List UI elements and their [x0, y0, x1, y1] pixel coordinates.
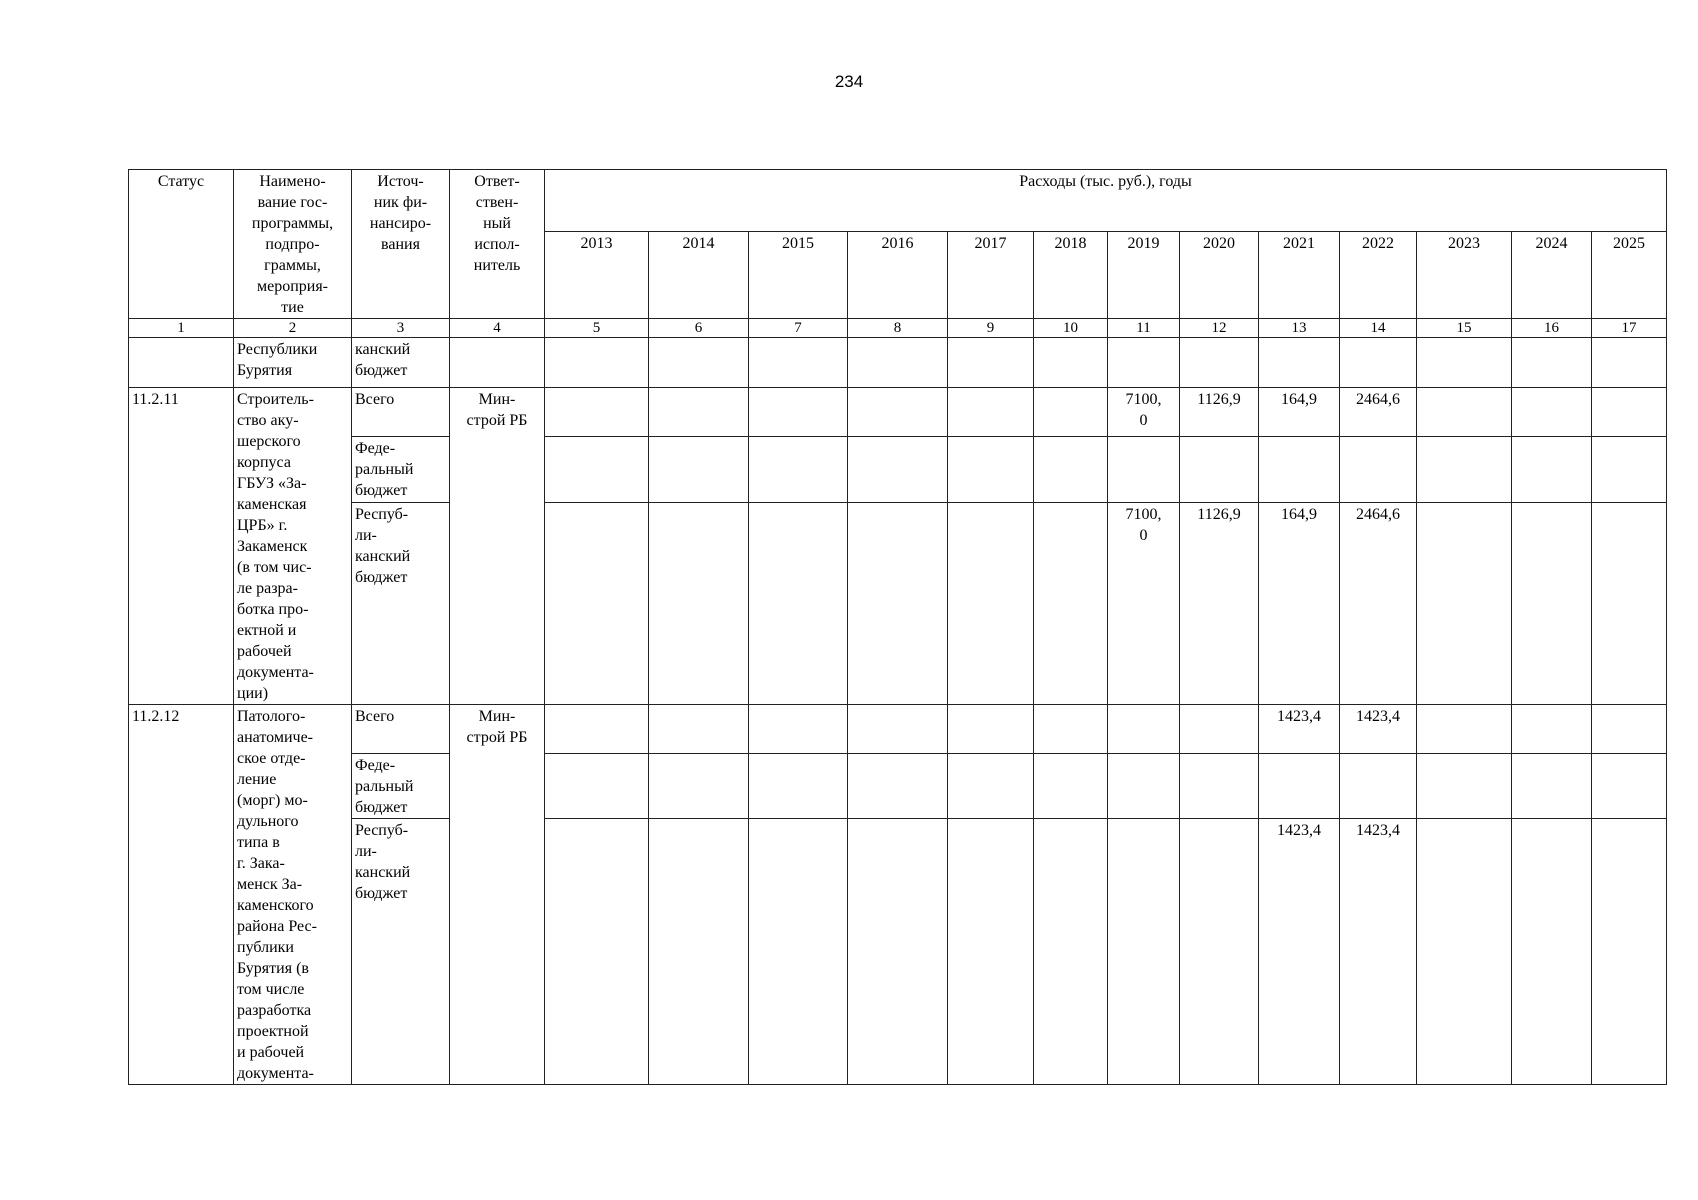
expense-value-cell — [1417, 754, 1512, 819]
expense-value-cell — [1259, 705, 1340, 754]
expense-value-cell — [848, 502, 948, 704]
year-header — [1417, 232, 1512, 319]
expense-value-cell — [1592, 754, 1667, 819]
column-number-text: 2 — [288, 320, 297, 336]
expense-value: 164,9 — [1281, 505, 1317, 523]
funding-source: Респуб- ли- канский бюджет — [355, 505, 411, 586]
expense-value-cell — [1512, 754, 1592, 819]
column-number-text: 7 — [794, 320, 802, 336]
year-label: 2018 — [1054, 235, 1087, 252]
expense-value-cell — [1034, 705, 1108, 754]
year-label: 2019 — [1127, 235, 1160, 252]
year-label: 2023 — [1448, 235, 1480, 252]
column-number — [1417, 319, 1512, 338]
expense-value-cell — [1259, 388, 1340, 437]
funding-source-cell — [352, 502, 450, 704]
column-number — [649, 319, 749, 338]
expense-value: 2464,6 — [1356, 505, 1400, 523]
expense-value-cell — [1034, 502, 1108, 704]
column-number-text: 14 — [1370, 320, 1386, 336]
expense-value-cell — [545, 502, 649, 704]
column-number — [1259, 319, 1340, 338]
expense-value: 1423,4 — [1356, 822, 1400, 840]
expense-value-cell — [545, 754, 649, 819]
expense-value-cell — [848, 388, 948, 437]
measure-executor-cell — [450, 388, 545, 705]
year-header — [1034, 232, 1108, 319]
expense-value-cell — [1340, 705, 1417, 754]
measure-status-cell — [129, 388, 234, 705]
expense-value: 1423,4 — [1277, 708, 1321, 725]
column-number-text: 8 — [893, 320, 902, 336]
funding-source-cell — [352, 705, 450, 754]
expense-value-cell — [1512, 502, 1592, 704]
column-number — [450, 319, 545, 338]
year-label: 2024 — [1535, 235, 1568, 252]
expense-value-cell — [948, 705, 1034, 754]
year-label: 2022 — [1362, 235, 1394, 252]
funding-source-cell — [352, 388, 450, 437]
expense-value-cell — [1417, 502, 1512, 704]
column-number — [1034, 319, 1108, 338]
column-number — [1340, 319, 1417, 338]
year-header — [848, 232, 948, 319]
expense-value: 1423,4 — [1356, 708, 1400, 725]
year-header — [545, 232, 649, 319]
expense-value-cell — [1417, 437, 1512, 502]
expense-value-cell — [1034, 754, 1108, 819]
column-number-text: 13 — [1291, 320, 1307, 336]
year-header — [649, 232, 749, 319]
expense-value-cell — [545, 437, 649, 502]
expense-value-cell — [545, 388, 649, 437]
expense-value-cell — [649, 754, 749, 819]
funding-source-cell — [352, 754, 450, 819]
expense-value-cell — [1259, 754, 1340, 819]
column-number — [948, 319, 1034, 338]
expense-value-cell — [1592, 819, 1667, 1085]
expense-value-cell — [848, 437, 948, 502]
expense-value-cell — [1592, 388, 1667, 437]
expense-value-cell — [1108, 388, 1180, 437]
expense-value: 1126,9 — [1197, 391, 1241, 408]
expense-value-cell — [545, 705, 649, 754]
column-number — [1108, 319, 1180, 338]
year-label: 2013 — [580, 235, 613, 252]
expense-value: 1423,4 — [1277, 822, 1321, 840]
expense-value-cell — [1180, 754, 1259, 819]
column-number-text: 17 — [1621, 320, 1637, 336]
year-header — [1180, 232, 1259, 319]
funding-source-cell — [352, 437, 450, 502]
expense-value-cell — [649, 705, 749, 754]
expense-value-cell — [1259, 437, 1340, 502]
expense-value-cell — [749, 754, 848, 819]
measure-executor: Мин- строй РБ — [466, 391, 528, 429]
continuation-row — [129, 338, 1667, 388]
expense-value-cell — [545, 819, 649, 1085]
header-name-text: Наимено- вание гос- программы, подпро- граммы, мероприя- тие — [251, 173, 334, 316]
expense-value-cell — [649, 819, 749, 1085]
expense-value-cell — [848, 754, 948, 819]
measure-status: 11.2.11 — [132, 391, 179, 408]
expense-value-cell — [749, 437, 848, 502]
expense-value-cell — [1340, 437, 1417, 502]
expense-value-cell — [649, 388, 749, 437]
continuation-executor-cell — [450, 338, 545, 388]
expense-value: 2464,6 — [1356, 391, 1400, 408]
column-number-text: 4 — [493, 320, 501, 336]
expense-value-cell — [948, 437, 1034, 502]
expense-value: 7100, 0 — [1125, 505, 1162, 544]
column-number — [1180, 319, 1259, 338]
column-number-text: 5 — [592, 320, 601, 336]
page-number: 234 — [834, 72, 864, 91]
expense-value-cell — [1259, 819, 1340, 1085]
measure-row — [129, 705, 1667, 754]
measure-row — [129, 754, 1667, 819]
expense-value-cell — [749, 705, 848, 754]
header-executor — [450, 170, 545, 319]
expense-value-cell — [1108, 705, 1180, 754]
continuation-source-cell — [352, 338, 450, 388]
column-number-text: 10 — [1063, 320, 1078, 336]
expense-value-cell — [1108, 502, 1180, 704]
expense-value-cell — [1417, 819, 1512, 1085]
measure-executor-cell — [450, 705, 545, 1085]
header-status — [129, 170, 234, 319]
column-number-text: 15 — [1456, 320, 1472, 336]
year-header — [1259, 232, 1340, 319]
expense-value-cell — [749, 502, 848, 704]
header-name — [234, 170, 352, 319]
expense-value-cell — [749, 388, 848, 437]
funding-source: Феде- ральный бюджет — [355, 757, 414, 817]
column-number — [234, 319, 352, 338]
column-number — [545, 319, 649, 338]
expense-value-cell — [1512, 388, 1592, 437]
year-header — [749, 232, 848, 319]
funding-source: Респуб- ли- канский бюджет — [355, 822, 411, 903]
funding-source: Всего — [355, 391, 395, 408]
expense-value-cell — [1108, 754, 1180, 819]
expense-value-cell — [1340, 754, 1417, 819]
budget-table — [128, 169, 1667, 1085]
column-number-text: 3 — [396, 320, 405, 336]
funding-source-cell — [352, 819, 450, 1085]
year-label: 2014 — [682, 235, 715, 252]
measure-row — [129, 388, 1667, 437]
expense-value: 164,9 — [1281, 391, 1317, 408]
column-number-text: 11 — [1136, 320, 1151, 336]
expense-value-cell — [1180, 437, 1259, 502]
expense-value-cell — [1512, 819, 1592, 1085]
expense-value-cell — [1034, 437, 1108, 502]
measure-name-cell — [234, 388, 352, 705]
column-number — [352, 319, 450, 338]
column-number — [129, 319, 234, 338]
year-label: 2015 — [782, 235, 814, 252]
expense-value-cell — [1417, 705, 1512, 754]
header-source-text: Источ- ник фи- нансиро- вания — [369, 173, 432, 253]
funding-source: Всего — [355, 708, 395, 725]
measure-status: 11.2.12 — [132, 708, 180, 725]
column-number-text: 12 — [1211, 320, 1227, 336]
column-number — [1512, 319, 1592, 338]
funding-source: Феде- ральный бюджет — [355, 440, 414, 500]
measure-name: Патолого- анатомиче- ское отде- ление (морг) мо- дульного типа в г. Зака- менск За- каменского района Рес- публики Бурятия (в том числе разработка проектной и рабочей документа- — [237, 708, 317, 1082]
expense-value: 7100, 0 — [1125, 391, 1162, 429]
expense-value-cell — [1512, 705, 1592, 754]
expense-value-cell — [1592, 502, 1667, 704]
expense-value-cell — [1034, 819, 1108, 1085]
expense-value-cell — [848, 819, 948, 1085]
measure-row — [129, 502, 1667, 704]
expense-value-cell — [1108, 437, 1180, 502]
year-label: 2021 — [1283, 235, 1315, 252]
expense-value-cell — [1180, 705, 1259, 754]
header-status-text: Статус — [157, 173, 205, 190]
expense-value-cell — [948, 502, 1034, 704]
measure-status-cell — [129, 705, 234, 1085]
year-label: 2017 — [974, 235, 1007, 252]
expense-value-cell — [1340, 819, 1417, 1085]
year-header — [948, 232, 1034, 319]
header-executor-text: Ответ- ствен- ный испол- нитель — [473, 173, 521, 274]
year-header — [1512, 232, 1592, 319]
column-number-text: 16 — [1544, 320, 1559, 336]
expense-value-cell — [948, 754, 1034, 819]
measure-name: Строитель- ство аку- шерского корпуса ГБУЗ «За- каменская ЦРБ» г. Закаменск (в том чис- ле разра- ботка про- ектной и рабочей документа- ции) — [237, 391, 314, 702]
expense-value-cell — [848, 705, 948, 754]
measure-row — [129, 437, 1667, 502]
expense-value: 1126,9 — [1197, 505, 1241, 523]
expense-value-cell — [1592, 705, 1667, 754]
column-number-text: 6 — [694, 320, 703, 336]
expense-value-cell — [948, 388, 1034, 437]
expense-value-cell — [1108, 819, 1180, 1085]
continuation-status-cell — [129, 338, 234, 388]
year-header — [1592, 232, 1667, 319]
year-label: 2016 — [881, 235, 914, 252]
expense-value-cell — [1259, 502, 1340, 704]
column-number-text: 1 — [177, 320, 185, 336]
expense-value-cell — [1340, 502, 1417, 704]
expense-value-cell — [1592, 437, 1667, 502]
header-expenses-text: Расходы (тыс. руб.), годы — [1019, 173, 1192, 190]
column-number — [848, 319, 948, 338]
year-label: 2020 — [1203, 235, 1235, 252]
expense-value-cell — [948, 819, 1034, 1085]
expense-value-cell — [1034, 388, 1108, 437]
expense-value-cell — [1180, 502, 1259, 704]
header-source — [352, 170, 450, 319]
year-label: 2025 — [1613, 235, 1645, 252]
expense-value-cell — [649, 437, 749, 502]
continuation-name-cell — [234, 338, 352, 388]
measure-name-cell — [234, 705, 352, 1085]
column-number — [749, 319, 848, 338]
expense-value-cell — [1180, 819, 1259, 1085]
expense-value-cell — [1340, 388, 1417, 437]
expense-value-cell — [749, 819, 848, 1085]
column-number-text: 9 — [986, 320, 995, 336]
expense-value-cell — [1512, 437, 1592, 502]
measure-row — [129, 819, 1667, 1085]
expense-value-cell — [1180, 388, 1259, 437]
column-number — [1592, 319, 1667, 338]
continuation-name-text: Республики Бурятия — [237, 341, 318, 379]
year-header — [1108, 232, 1180, 319]
year-header — [1340, 232, 1417, 319]
expense-value-cell — [649, 502, 749, 704]
header-expenses — [545, 170, 1667, 232]
expense-value-cell — [1417, 388, 1512, 437]
measure-executor: Мин- строй РБ — [466, 708, 528, 746]
continuation-source-text: канский бюджет — [355, 341, 411, 379]
